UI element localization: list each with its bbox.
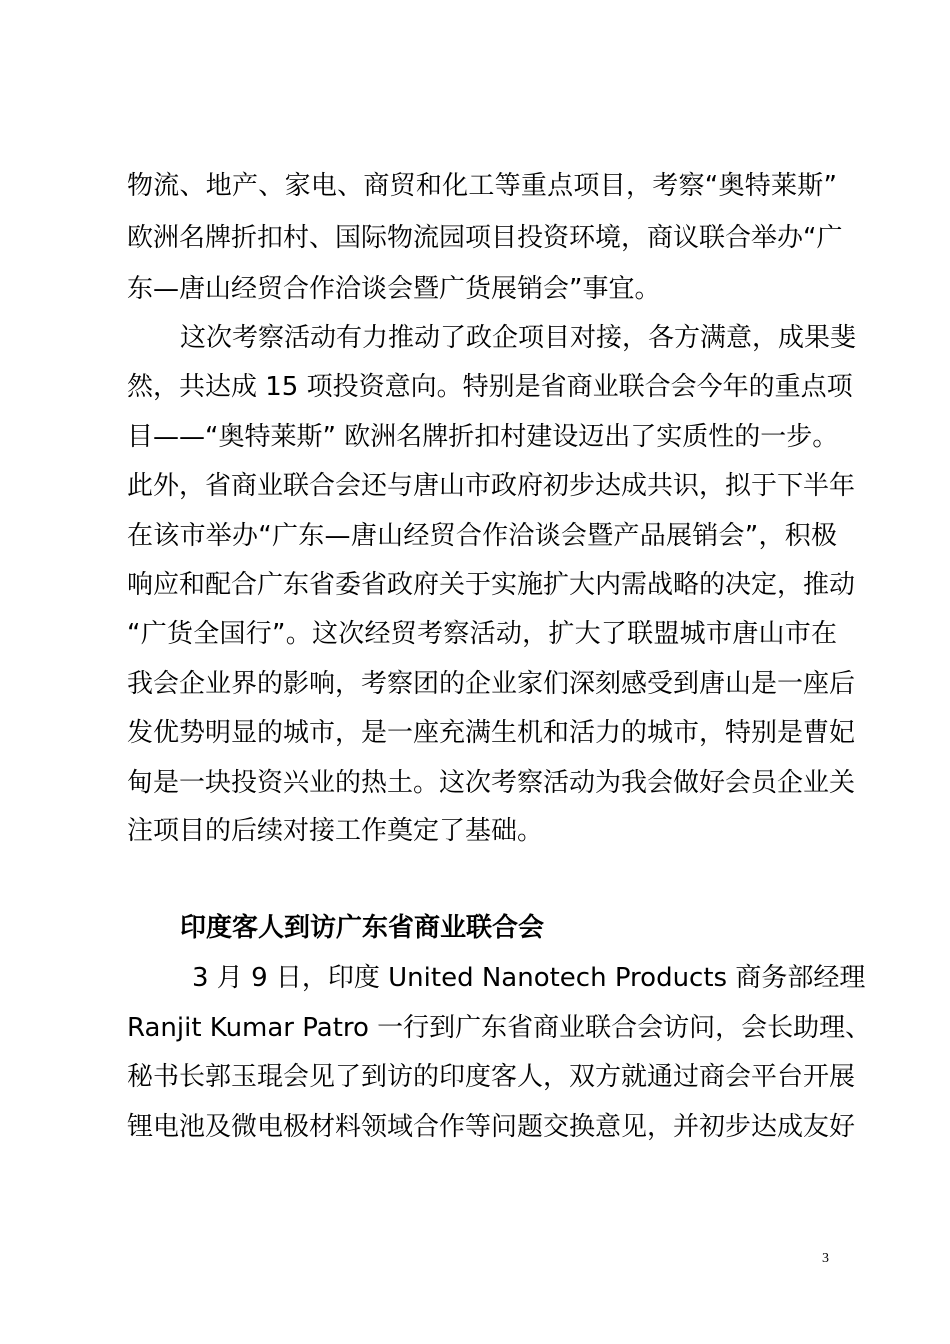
paragraph-3-line-2: Ranjit Kumar Patro 一行到广东省商业联合会访问，会长助理、 bbox=[127, 1013, 872, 1043]
paragraph-2-line-6: 响应和配合广东省委省政府关于实施扩大内需战略的决定，推动 bbox=[127, 570, 856, 600]
paragraph-2-line-5: 在该市举办“广东—唐山经贸合作洽谈会暨产品展销会”，积极 bbox=[127, 521, 837, 551]
paragraph-3-line-3: 秘书长郭玉琨会见了到访的印度客人，双方就通过商会平台开展 bbox=[127, 1062, 856, 1092]
paragraph-2-line-3: 目——“奥特莱斯” 欧洲名牌折扣村建设迈出了实质性的一步。 bbox=[127, 422, 839, 452]
paragraph-2-line-4: 此外，省商业联合会还与唐山市政府初步达成共识，拟于下半年 bbox=[127, 471, 856, 501]
paragraph-3-line-1: 3 月 9 日，印度 United Nanotech Products 商务部经理 bbox=[192, 963, 866, 993]
paragraph-3-line-4: 锂电池及微电极材料领域合作等问题交换意见，并初步达成友好 bbox=[127, 1112, 856, 1142]
paragraph-1-line-3: 东—唐山经贸合作洽谈会暨广货展销会”事宜。 bbox=[127, 274, 661, 304]
paragraph-1-line-2: 欧洲名牌折扣村、国际物流园项目投资环境，商议联合举办“广 bbox=[127, 223, 843, 253]
paragraph-2-line-7: “广货全国行”。这次经贸考察活动，扩大了联盟城市唐山市在 bbox=[127, 619, 837, 649]
paragraph-2-line-9: 发优势明显的城市，是一座充满生机和活力的城市，特别是曹妃 bbox=[127, 718, 856, 748]
paragraph-2-line-1: 这次考察活动有力推动了政企项目对接，各方满意，成果斐 bbox=[180, 323, 857, 353]
paragraph-1-line-1: 物流、地产、家电、商贸和化工等重点项目，考察“奥特莱斯” bbox=[127, 171, 837, 201]
paragraph-2-line-10: 甸是一块投资兴业的热土。这次考察活动为我会做好会员企业关 bbox=[127, 768, 856, 798]
paragraph-2-line-2: 然，共达成 15 项投资意向。特别是省商业联合会今年的重点项 bbox=[127, 372, 853, 402]
section-heading: 印度客人到访广东省商业联合会 bbox=[180, 913, 545, 943]
page-number: 3 bbox=[822, 1251, 829, 1266]
paragraph-2-line-11: 注项目的后续对接工作奠定了基础。 bbox=[127, 816, 544, 846]
paragraph-2-line-8: 我会企业界的影响，考察团的企业家们深刻感受到唐山是一座后 bbox=[127, 669, 856, 699]
